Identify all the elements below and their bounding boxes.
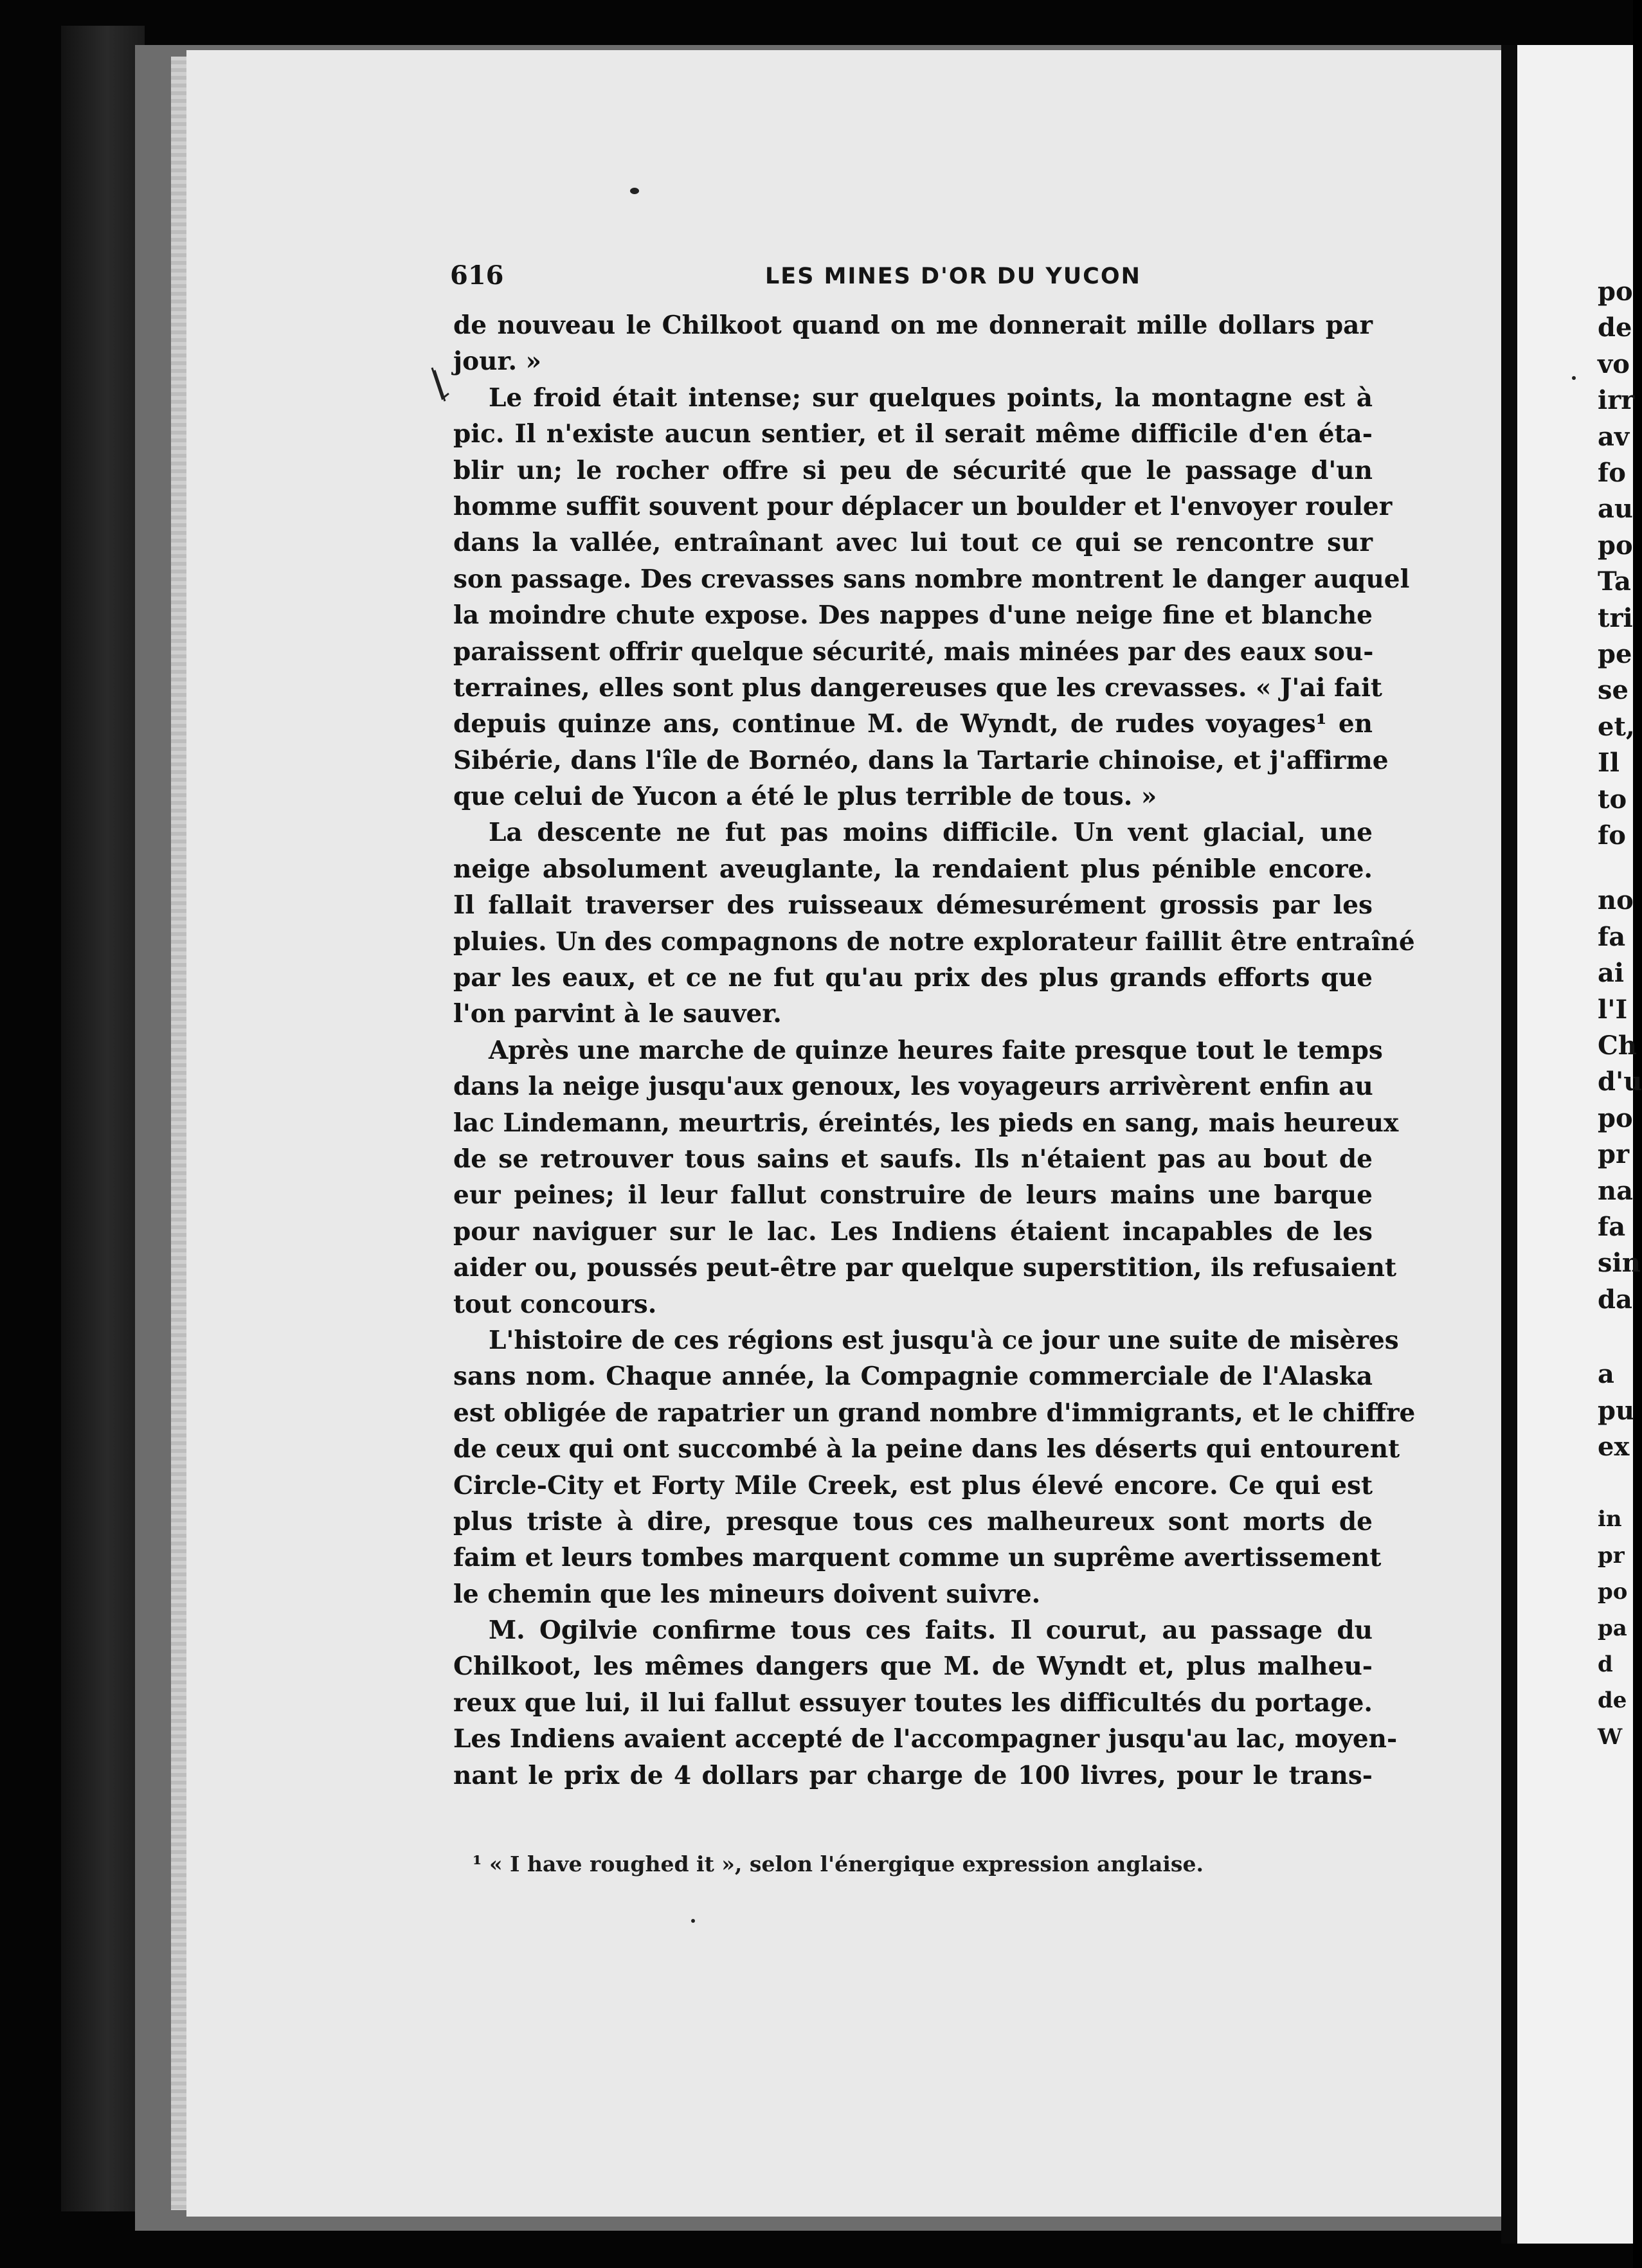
text-line: homme suffit souvent pour déplacer un boulder et l'envoyer rouler bbox=[453, 491, 1393, 521]
adjacent-page-fragment: po bbox=[1598, 276, 1633, 307]
text-line: pluies. Un des compagnons de notre explorateur faillit être entraîné bbox=[453, 926, 1415, 957]
adjacent-page-fragment: l'I bbox=[1598, 994, 1628, 1025]
text-line: dans la neige jusqu'aux genoux, les voyageurs arrivèrent enfin au bbox=[453, 1072, 1373, 1102]
text-line: Sibérie, dans l'île de Bornéo, dans la Tartarie chinoise, et j'affirme bbox=[453, 745, 1389, 775]
adjacent-page-fragment: d'u bbox=[1598, 1066, 1642, 1097]
adjacent-page-fragment: tri bbox=[1598, 602, 1633, 633]
adjacent-page-fragment: pr bbox=[1598, 1139, 1630, 1170]
adjacent-page-fragment: pr bbox=[1598, 1542, 1625, 1569]
scan-speck bbox=[691, 1919, 695, 1923]
text-line: plus triste à dire, presque tous ces malheureux sont morts de bbox=[453, 1506, 1373, 1536]
adjacent-page-fragment: fo bbox=[1598, 820, 1626, 851]
text-line: depuis quinze ans, continue M. de Wyndt, de rudes voyages¹ en bbox=[453, 709, 1373, 739]
text-line: lac Lindemann, meurtris, éreintés, les pieds en sang, mais heureux bbox=[453, 1108, 1399, 1138]
body-text bbox=[453, 307, 1416, 1794]
text-line: terraines, elles sont plus dangereuses que les crevasses. « J'ai fait bbox=[453, 672, 1382, 703]
adjacent-page-edge bbox=[1517, 45, 1642, 2244]
text-line: que celui de Yucon a été le plus terrible de tous. » bbox=[453, 782, 1157, 812]
adjacent-page-fragment: W bbox=[1598, 1724, 1623, 1750]
adjacent-page-fragment: Ta bbox=[1598, 566, 1631, 597]
text-line: tout concours. bbox=[453, 1289, 657, 1319]
margin-annotation-mark bbox=[429, 365, 455, 410]
adjacent-page-fragment: av bbox=[1598, 421, 1630, 452]
adjacent-page-fragment: in bbox=[1598, 1506, 1622, 1533]
adjacent-page-fragment: pa bbox=[1598, 1615, 1627, 1641]
text-line: son passage. Des crevasses sans nombre montrent le danger auquel bbox=[453, 564, 1410, 594]
adjacent-page-fragment: po bbox=[1598, 530, 1633, 561]
text-line: neige absolument aveuglante, la rendaient plus pénible encore. bbox=[453, 854, 1373, 884]
text-line: la moindre chute expose. Des nappes d'une neige fine et blanche bbox=[453, 600, 1373, 631]
adjacent-page-fragment: po bbox=[1598, 1102, 1633, 1133]
text-line: pic. Il n'existe aucun sentier, et il serait même difficile d'en éta- bbox=[453, 419, 1373, 449]
text-line: le chemin que les mineurs doivent suivre. bbox=[453, 1579, 1041, 1609]
binding-edge bbox=[61, 26, 145, 2211]
adjacent-page-fragment: vo bbox=[1598, 348, 1630, 379]
text-line: blir un; le rocher offre si peu de sécurité que le passage d'un bbox=[453, 455, 1373, 485]
adjacent-page-fragment: se bbox=[1598, 675, 1628, 706]
adjacent-page-fragment: pe bbox=[1598, 639, 1632, 669]
text-line: par les eaux, et ce ne fut qu'au prix des plus grands efforts que bbox=[453, 963, 1373, 993]
adjacent-page-fragment: d bbox=[1598, 1652, 1613, 1677]
adjacent-page-fragment: de bbox=[1598, 312, 1632, 343]
adjacent-page-fragment: de bbox=[1598, 1688, 1627, 1714]
text-line: est obligée de rapatrier un grand nombre d'immigrants, et le chiffre bbox=[453, 1398, 1416, 1428]
running-title: LES MINES D'OR DU YUCON bbox=[765, 264, 1141, 289]
adjacent-page-fragment: Ch bbox=[1598, 1030, 1637, 1061]
text-line: de ceux qui ont succombé à la peine dans les déserts qui entourent bbox=[453, 1434, 1400, 1464]
adjacent-page-fragment: fa bbox=[1598, 921, 1626, 952]
text-line: L'histoire de ces régions est jusqu'à ce jour une suite de misères bbox=[489, 1325, 1399, 1355]
adjacent-page-fragment: et, bbox=[1598, 711, 1635, 742]
adjacent-page-fragment: po bbox=[1598, 1579, 1628, 1605]
text-line: paraissent offrir quelque sécurité, mais minées par des eaux sou- bbox=[453, 636, 1374, 667]
text-line: Les Indiens avaient accepté de l'accompagner jusqu'au lac, moyen- bbox=[453, 1724, 1398, 1754]
adjacent-page-fragment: sin bbox=[1598, 1248, 1641, 1279]
text-line: nant le prix de 4 dollars par charge de 100 livres, pour le trans- bbox=[453, 1760, 1373, 1790]
adjacent-page-fragment: to bbox=[1598, 784, 1627, 815]
scan-speck bbox=[1572, 376, 1576, 380]
adjacent-page-fragment: a bbox=[1598, 1359, 1614, 1390]
text-line: pour naviguer sur le lac. Les Indiens étaient incapables de les bbox=[453, 1216, 1373, 1246]
footnote: ¹ « I have roughed it », selon l'énergique expression anglaise. bbox=[473, 1851, 1204, 1877]
text-line: sans nom. Chaque année, la Compagnie commerciale de l'Alaska bbox=[453, 1362, 1373, 1392]
text-line: Chilkoot, les mêmes dangers que M. de Wyndt et, plus malheu- bbox=[453, 1652, 1373, 1682]
adjacent-page-fragment: fo bbox=[1598, 458, 1626, 488]
scan-speck bbox=[630, 188, 639, 194]
adjacent-page-fragment: ex bbox=[1598, 1432, 1630, 1462]
text-line: l'on parvint à le sauver. bbox=[453, 999, 782, 1029]
text-line: Le froid était intense; sur quelques points, la montagne est à bbox=[489, 382, 1373, 413]
adjacent-page-fragment: au bbox=[1598, 494, 1633, 525]
text-line: Circle-City et Forty Mile Creek, est plus élevé encore. Ce qui est bbox=[453, 1470, 1373, 1500]
text-line: jour. » bbox=[453, 346, 541, 377]
text-line: dans la vallée, entraînant avec lui tout ce qui se rencontre sur bbox=[453, 528, 1373, 558]
book-gutter bbox=[1501, 45, 1517, 2244]
text-line: de se retrouver tous sains et saufs. Ils n'étaient pas au bout de bbox=[453, 1144, 1373, 1174]
text-line: de nouveau le Chilkoot quand on me donnerait mille dollars par bbox=[453, 310, 1373, 340]
adjacent-page-fragment: Il bbox=[1598, 748, 1619, 779]
adjacent-page-fragment: da bbox=[1598, 1284, 1632, 1315]
page-number: 616 bbox=[450, 260, 504, 291]
adjacent-page-fragment: no bbox=[1598, 885, 1634, 916]
text-line: aider ou, poussés peut-être par quelque superstition, ils refusaient bbox=[453, 1253, 1397, 1283]
adjacent-page-fragment: irr bbox=[1598, 385, 1635, 416]
adjacent-page-fragment: pu bbox=[1598, 1395, 1635, 1426]
text-line: eur peines; il leur fallut construire de leurs mains une barque bbox=[453, 1180, 1373, 1210]
adjacent-page-fragment: fa bbox=[1598, 1212, 1626, 1242]
text-line: Après une marche de quinze heures faite presque tout le temps bbox=[489, 1035, 1383, 1065]
text-line: Il fallait traverser des ruisseaux démesurément grossis par les bbox=[453, 890, 1373, 921]
text-line: M. Ogilvie confirme tous ces faits. Il courut, au passage du bbox=[489, 1616, 1373, 1646]
text-line: faim et leurs tombes marquent comme un suprême avertissement bbox=[453, 1543, 1382, 1573]
text-line: reux que lui, il lui fallut essuyer toutes les difficultés du portage. bbox=[453, 1688, 1373, 1718]
text-line: La descente ne fut pas moins difficile. Un vent glacial, une bbox=[489, 818, 1373, 848]
adjacent-page-fragment: na bbox=[1598, 1175, 1633, 1206]
adjacent-page-fragment: ai bbox=[1598, 958, 1625, 989]
